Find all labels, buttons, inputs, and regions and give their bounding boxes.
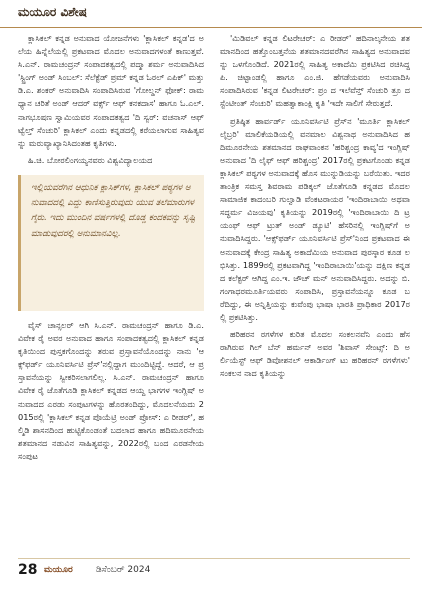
body-paragraph: ವೈಸ್ ಚಾನ್ಸಲರ್ ಆಗಿ ಸಿ.ಎನ್. ರಾಮಚಂದ್ರನ್ ಹಾಗೂ ಡಿ.ಎ. ವಿವೇಕ ರೈ ಅವರ ಅನುವಾದ ಹಾಗೂ ಸಂಪಾದಕತ್ವದಲ್ಲಿ ಕ್ಲಾಸಿಕಲ್ ಕನ್ನಡ ಕೃತಿಯಿಂದ ಪುಸ್ತಕಗೊಂದನ್ನು ತರುವ ಪ್ರಸ್ತಾವನೆಯೊಂದನ್ನು ನಾನು 'ಆಕ್ಸ್‌ಫರ್ಡ್ ಯೂನಿವರ್ಸಿಟಿ ಪ್ರೆಸ್'ನಲ್ಲಿದ್ದಾಗ ಮುಂದಿಟ್ಟಿದ್ದೆ. ಆದರೆ, ಆ ಪ್ರಸ್ತಾವನೆಯನ್ನು ಸ್ವೀಕರಿಸಲಾಗಲಿಲ್ಲ. ಸಿ.ಎನ್. ರಾಮಚಂದ್ರನ್ ಹಾಗೂ ವಿವೇಕ ರೈ ಜೊತೆಗೂಡಿ ಕ್ಲಾಸಿಕಲ್ ಕನ್ನಡದ ಆಯ್ದ ಭಾಗಗಳ ಇಂಗ್ಲಿಷ್ ಅನುವಾದದ ಎರಡು ಸಂಪುಟಗಳನ್ನು ಹೊರತಂದಿದ್ದು, ಮೊದಲನೆಯದು 2015ರಲ್ಲಿ 'ಕ್ಲಾಸಿಕಲ್ ಕನ್ನಡ ಪೊಯೆಟ್ರಿ ಅಂಡ್ ಪ್ರೋಸ್: ಎ ರೀಡರ್', ಹಲ್ಮಿಡಿ ಶಾಸನದಿಂದ ಹುಟ್ಟಿಕೊಂಡಂತೆ ಬದಲಾದ ಹಾಗೂ ಹದಿಮೂರನೇಯ ಶತಮಾನದ ನಡುವಿನ ಸಾಹಿತ್ಯವನ್ನು, 2022ರಲ್ಲಿ ಬಂದ ಎರಡನೇಯ ಸಂಪುಟ — [18, 319, 204, 461]
left-column — [18, 32, 204, 532]
pull-quote — [18, 175, 204, 311]
right-column — [220, 32, 410, 532]
page-footer — [18, 558, 410, 581]
page-header — [0, 0, 422, 28]
body-paragraph: ಕ್ಲಾಸಿಕಲ್ ಕನ್ನಡ ಅನುವಾದ ಯೋಜನೆಗಳು 'ಕ್ಲಾಸಿಕಲ್ ಕನ್ನಡ'ದ ಅಲೆಯ ಹಿನ್ನೆಲೆಯಲ್ಲಿ ಪ್ರಕಟವಾದ ಮೊದಲ ಅನುವಾದಗಳಂತೆ ಕಾಣುತ್ತವೆ. ಸಿ.ಎನ್. ರಾಮಚಂದ್ರನ್ ಸಂಪಾದಕತ್ವದಲ್ಲಿ ಪದ್ಮಾ ಶರ್ಮ ಅನುವಾದಿಸಿದ 'ಸ್ಟ್ರಿಂಗ್ ಅಂಡ್ ಸಿಂಬಲ್: ಸೆಲೆಕ್ಟೆಡ್ ಪ್ರಮ್ ಕನ್ನಡ ಓರಲ್ ಎಪಿಕ್' ಮತ್ತು ಡಿ.ಎ. ಶಂಕರ್ ಅನುವಾದಿಸಿ ಸಂಪಾದಿಸಿರುವ 'ಗೋಲ್ಡನ್ ಫೋಕ್: ರಾಮಧ್ಯಾನ ಚರಿತೆ ಅಂಡ್ ಆದರ್ ವರ್ಕ್ಸ್ ಆಫ್ ಕನಕದಾಸ' ಹಾಗೂ ಓ.ಎಲ್. ನಾಗಭೂಷಣ ಸ್ವಾಮಿಯವರ ಸಂಪಾದಕತ್ವದ 'ದಿ ಸ್ವರ್: ವಚನಾಸ್ ಆಫ್ ಟ್ವೆಲ್ತ್ ಸೆಂಚುರಿ' ಕ್ಲಾಸಿಕಲ್ ಎಂದು ಕನ್ನಡದಲ್ಲಿ ಕರೆಯಲಾಗುವ ಸಾಹಿತ್ಯವನ್ನು ಮರುವ್ಯಾಖ್ಯಾನಿಸಿದಂತಹ ಕೃತಿಗಳು. — [18, 33, 204, 148]
body-paragraph: ಹಿ.ಚಿ. ಬೋರಲಿಂಗಯ್ಯನವರು ವಿಶ್ವವಿದ್ಯಾಲಯದ — [28, 154, 153, 165]
pull-quote-text: ಇಲ್ಲಿಯವರೆಗಿನ ಆಧುನಿಕ ಕ್ಲಾಸಿಕ್‌ಗಳ, ಕ್ಲಾಸಿಕಲ್ ಪಠ್ಯಗಳ ಅನುವಾದದಲ್ಲಿ ಎದ್ದು ಕಾಣಿಸುತ್ತಿರುವುದು ಯುವ ತಲೆಮಾರುಗಳ ಗೈರು. ಇದು ಮುಂದಿನ ವರ್ಷಗಳಲ್ಲಿ ದೊಡ್ಡ ಕಂದಕವನ್ನು ಸೃಷ್ಟಿ ಮಾಡುವುದರಲ್ಲಿ ಅನುಮಾನವಿಲ್ಲ. — [31, 182, 196, 239]
magazine-name: ಮಯೂರ — [44, 565, 73, 575]
body-paragraph: ಪ್ರತಿಷ್ಠಿತ ಹಾರ್ವರ್ಡ್ ಯೂನಿವರ್ಸಿಟಿ ಪ್ರೆಸ್‌ನ 'ಮೂರ್ತಿ ಕ್ಲಾಸಿಕಲ್ ಲೈಬ್ರರಿ' ಮಾಲಿಕೆಯಡಿಯಲ್ಲಿ ವನಮಾಲ ವಿಶ್ವನಾಥ ಅನುವಾದಿಸಿದ ಹದಿಮೂರನೇಯ ಶತಮಾನದ ರಾಘವಾಂಕನ 'ಹರಿಶ್ಚಂದ್ರ ಕಾವ್ಯ'ದ ಇಂಗ್ಲಿಷ್ ಅನುವಾದ 'ದಿ ಲೈಫ್ ಆಫ್ ಹರಿಶ್ಚಂದ್ರ' 2017ರಲ್ಲಿ ಪ್ರಕಟಗೊಂಡು ಕನ್ನಡ ಕ್ಲಾಸಿಕಲ್ ಪಠ್ಯಗಳ ಅನುವಾದಕ್ಕೆ ಹೊಸ ಮುನ್ನುಡಿಯನ್ನು ಬರೆಯಿತು. ಇದರ ತಾಂತ್ರಿಕ ಸಮಸ್ತ ಶಿವರಾಮ ಪಡಿಕ್ಕಲ್ ಜೊತೆಗೂಡಿ ಕನ್ನಡದ ಮೊದಲ ಸಾಮಾಜಿಕ ಕಾದಂಬರಿ ಗುಲ್ವಾಡಿ ವೆಂಕಟರಾಯರ 'ಇಂದಿರಾಬಾಯಿ ಅಥವಾ ಸದ್ಧರ್ಮ ವಿಜಯವು' ಕೃತಿಯನ್ನು 2019ರಲ್ಲಿ 'ಇಂದಿರಾಬಾಯಿ ದಿ ಟ್ರಯಂಫ್ ಆಫ್ ಟ್ರುತ್ ಅಂಡ್ ಡ್ಯೂಟಿ' ಹೆಸರಿನಲ್ಲಿ ಇಂಗ್ಲಿಷ್‌ಗೆ ಅನುವಾದಿಸಿದ್ದರು. 'ಆಕ್ಸ್‌ಫರ್ಡ್ ಯೂನಿವರ್ಸಿಟಿ ಪ್ರೆಸ್'ನಿಂದ ಪ್ರಕಟವಾದ ಈ ಅನುವಾದಕ್ಕೆ ಕೇಂದ್ರ ಸಾಹಿತ್ಯ ಅಕಾದೆಮಿಯ ಅನುವಾದ ಪುರಸ್ಕಾರ ಕೂಡ ಲಭಿಸಿತ್ತು. 1899ರಲ್ಲಿ ಪ್ರಕಟವಾಗಿದ್ದ 'ಇಂದಿರಾಬಾಯಿ'ಯನ್ನು ದಕ್ಷಿಣ ಕನ್ನಡದ ಕಲೆಕ್ಟರ್ ಆಗಿದ್ದ ಎಂ.ಇ. ಜೌಚ್ ಮನ್ ಅನುವಾದಿಸಿದ್ದರು. ಅದನ್ನು ಬಿ. ಗಂಗಾಧರಮೂರ್ತಿಯವರು ಸಂಪಾದಿಸಿ, ಪ್ರಸ್ತಾವನೆಯನ್ನೂ ಕೂಡ ಬರೆದಿದ್ದು, ಈ ಅನ್ನಿತ್ತಿಯನ್ನು ಕುವೆಂಪು ಭಾಷಾ ಭಾರತಿ ಪ್ರಾಧಿಕಾರ 2017ರಲ್ಲಿ ಪ್ರಕಟಿಸಿತ್ತು. — [220, 115, 410, 322]
section-title: ಮಯೂರ ವಿಶೇಷ — [18, 5, 87, 19]
issue-date: ಡಿಸೆಂಬರ್ 2024 — [96, 565, 151, 575]
body-paragraph: ಹರಿಹರನ ರಗಳೆಗಳ ಕುರಿತ ಮೊದಲ ಸಂಕಲನವೆನಿ ಎಂದು ಹೆಸರಾಗಿರುವ ಗಿಲ್ ಬೆನ್ ಹರ್ಮನ್ ಅವರ 'ಶಿವಾಸ್ ಸೇಂಟ್ಸ್: ದಿ ಅರ್ಲಿಯೆಸ್ಟ್ ಆಫ್ ಡಿವೋಶನಲ್ ಆಕಾರ್ಡಿಂಗ್ ಟು ಹರಿಹರನ್ ರಗಳೆಗಳು' ಸಂಕಲನ ನಾದ ಕೃತಿಯನ್ನು — [220, 329, 410, 379]
page-number: 28 — [18, 562, 38, 578]
body-paragraph: 'ಮಿಡಿವಲ್ ಕನ್ನಡ ಲಿಟರೇಚರ್: ಎ ರೀಡರ್' ಹದಿನಾಲ್ಕನೇಯ ಶತಮಾನದಿಂದ ಹತ್ತೊಂಬತ್ತನೆಯ ಶತಮಾನದವರೆಗಿನ ಸಾಹಿತ್ಯದ ಅನುವಾದವನ್ನು ಒಳಗೊಂಡಿದೆ. 2021ರಲ್ಲಿ ಸಾಹಿತ್ಯ ಅಕಾದೆಮಿ ಪ್ರಕಟಿಸಿದ ರಚಿಸಿದ್ದ ಪಿ. ಚಿಟ್ಟಾಂಡಲ್ಲಿ ಹಾಗೂ ಎಂ.ಜಿ. ಹೆಗಡೆಯವರು ಅನುವಾದಿಸಿ ಸಂಪಾದಿಸಿರುವ 'ಕನ್ನಡ ಲಿಟರೇಚರ್: ಪ್ರಂ ದ ಇಲೆವೆನ್ತ್ ಸೆಂಚುರಿ ತ್ರೂ ದ ಸ್ಟೆಂಟೀಂತ್ ಸೆಂಚುರಿ' ಮಹತ್ವಾಕಾಂಕ್ಷಿ ಕೃತಿ 'ಇದೇ ಸಾಲಿಗೆ ಸೇರುತ್ತದೆ. — [220, 33, 410, 109]
